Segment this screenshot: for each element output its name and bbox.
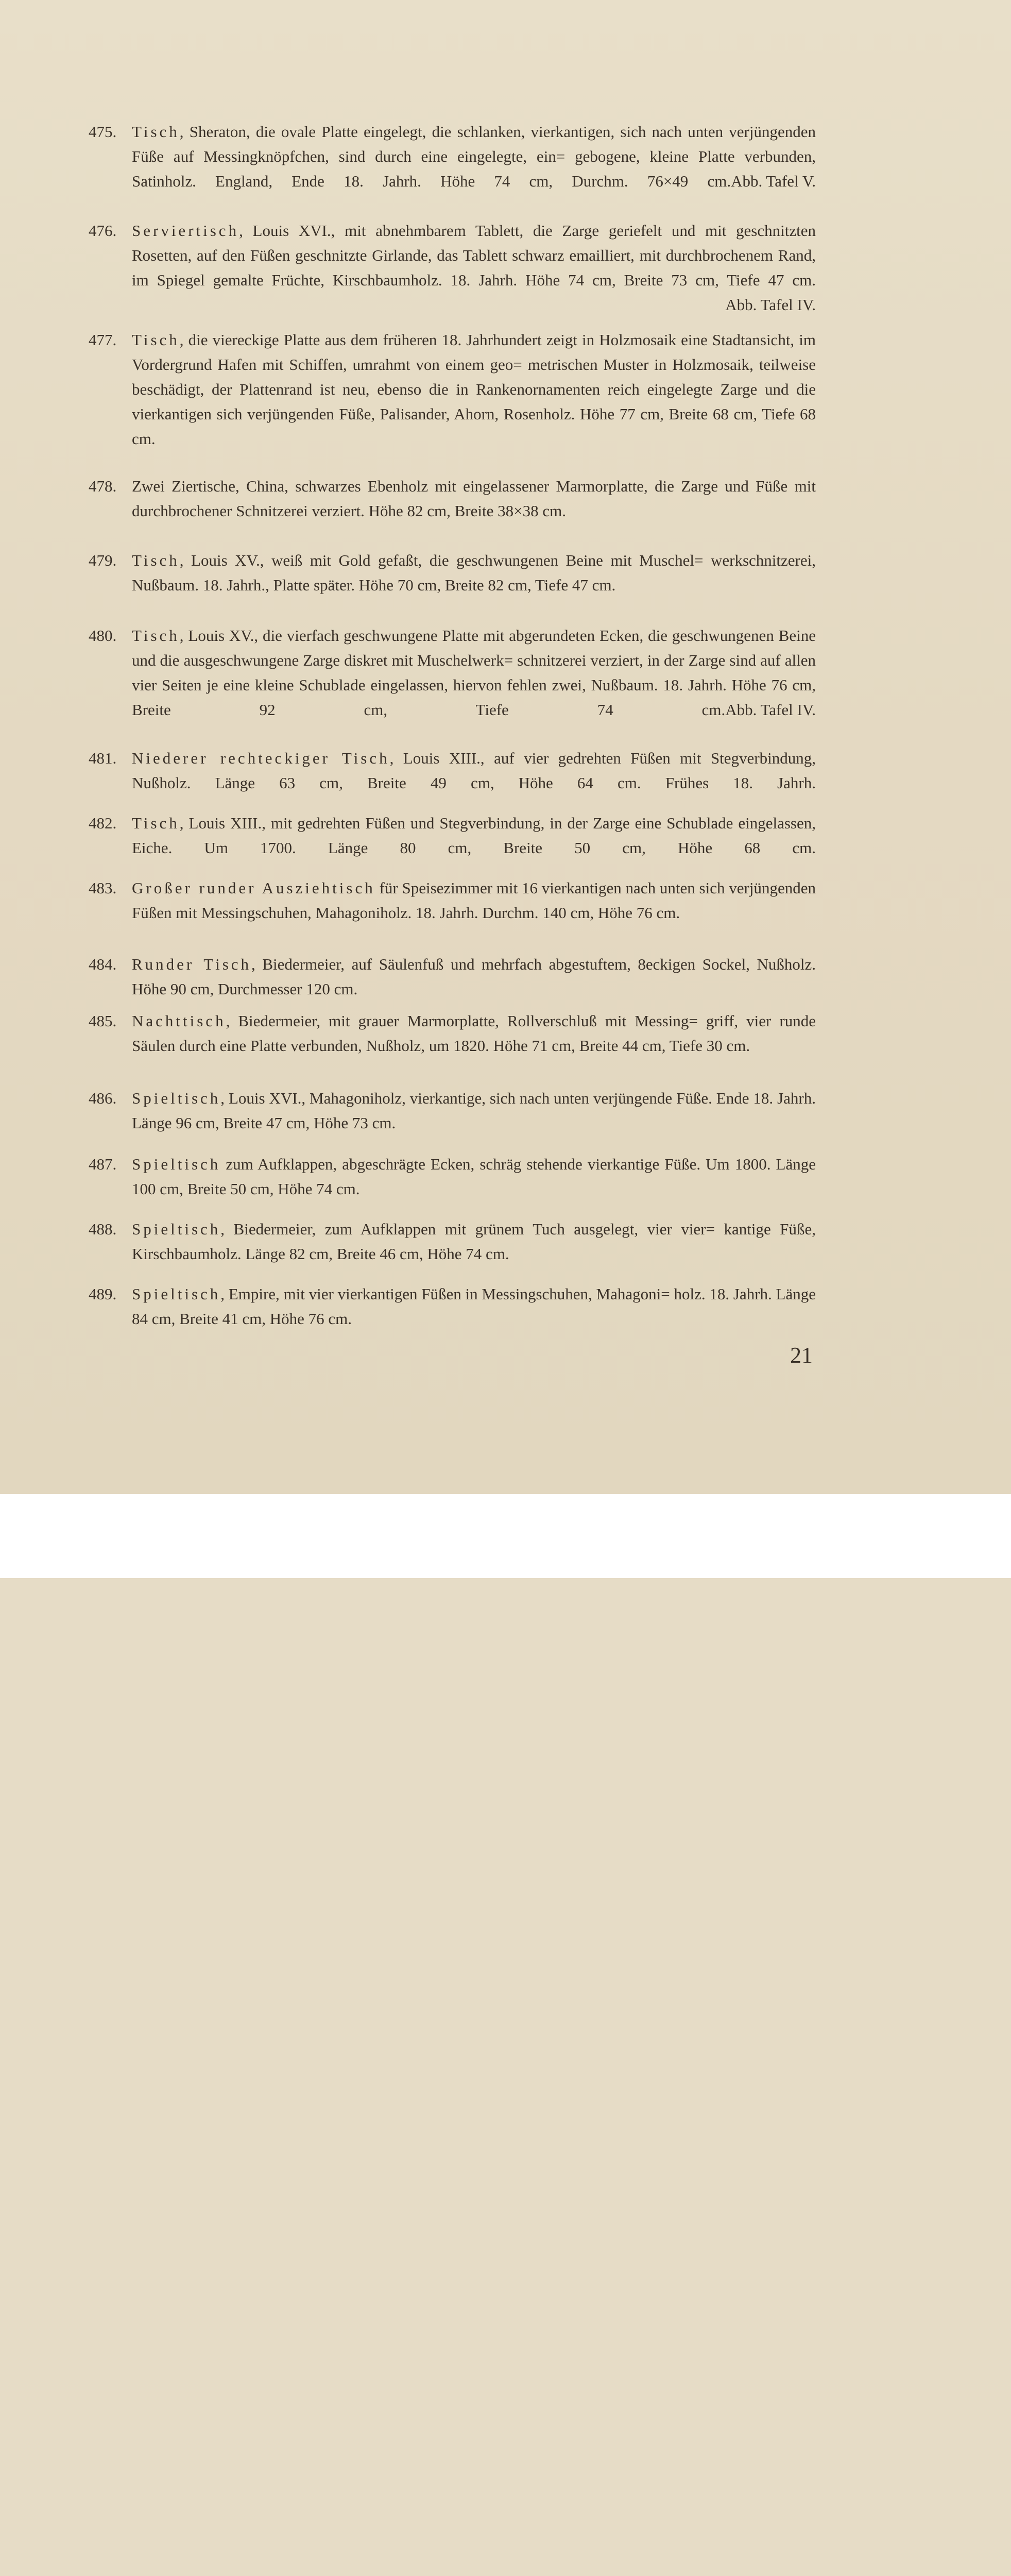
entry-number: 487. (89, 1155, 117, 1173)
catalog-entry-482 (89, 811, 816, 860)
entry-keyword: Spieltisch (132, 1285, 221, 1303)
entry-description: zum Aufklappen, abgeschrägte Ecken, schräg stehende vierkantige Füße. Um 1800. Länge 100 cm, Breite 50 cm, Höhe 74 cm. (132, 1155, 816, 1198)
entry-keyword: Runder Tisch (132, 955, 252, 973)
plate-reference: Abb. Tafel IV. (725, 701, 816, 719)
catalog-entry-487 (89, 1152, 816, 1201)
entry-number: 478. (89, 477, 117, 495)
entry-keyword: Serviertisch (132, 222, 239, 240)
catalog-entry-483 (89, 876, 816, 925)
entry-keyword: Großer runder Ausziehtisch (132, 879, 375, 897)
catalog-entry-484 (89, 952, 816, 1002)
entry-keyword: Spieltisch (132, 1155, 221, 1173)
entry-number: 481. (89, 749, 117, 767)
entry-keyword: Tisch (132, 123, 180, 141)
entry-text (132, 328, 816, 451)
entry-number: 483. (89, 879, 117, 897)
entry-keyword: Tisch (132, 626, 180, 645)
entry-description: , Louis XIII., auf vier gedrehten Füßen mit Stegverbindung, Nußholz. Länge 63 cm, Breite 49 cm, Höhe 64 cm. Frühes 18. Jahrh. (132, 749, 816, 792)
entry-number: 488. (89, 1220, 117, 1238)
entry-keyword: Tisch (132, 814, 180, 832)
entry-number: 475. (89, 123, 117, 141)
catalog-entry-476 (89, 218, 816, 317)
entry-text (132, 623, 816, 722)
catalog-entry-488 (89, 1217, 816, 1266)
entry-description: für Speisezimmer mit 16 vierkantigen nach unten sich verjüngenden Füßen mit Messingschuhen, Mahagoniholz. 18. Jahrh. Durchm. 140 cm, Höhe 76 cm. (132, 879, 816, 922)
entry-keyword: Niederer rechteckiger Tisch (132, 749, 390, 767)
entry-text (132, 548, 816, 598)
entry-description: , Biedermeier, mit grauer Marmorplatte, Rollverschluß mit Messing= griff, vier runde Säulen durch eine Platte verbunden, Nußholz, um 1820. Höhe 71 cm, Breite 44 cm, Tiefe 30 cm. (132, 1012, 816, 1055)
entry-text (132, 1282, 816, 1331)
entry-text (132, 1152, 816, 1201)
catalog-entry-480 (89, 623, 816, 722)
entry-description: Zwei Ziertische, China, schwarzes Ebenholz mit eingelassener Marmorplatte, die Zarge und Füße mit durchbrochener Schnitzerei verziert. Höhe 82 cm, Breite 38×38 cm. (132, 477, 816, 520)
entry-number: 485. (89, 1012, 117, 1030)
catalog-entry-475 (89, 120, 816, 194)
entry-description: , Biedermeier, zum Aufklappen mit grünem Tuch ausgelegt, vier vier= kantige Füße, Kirschbaumholz. Länge 82 cm, Breite 46 cm, Höhe 74 cm. (132, 1220, 816, 1263)
entry-keyword: Tisch (132, 331, 180, 349)
entry-number: 477. (89, 331, 117, 349)
entry-keyword: Spieltisch (132, 1089, 221, 1107)
plate-reference: Abb. Tafel IV. (725, 296, 816, 314)
entry-description: , Louis XV., weiß mit Gold gefaßt, die geschwungenen Beine mit Muschel= werkschnitzerei, Nußbaum. 18. Jahrh., Platte später. Höhe 70 cm, Breite 82 cm, Tiefe 47 cm. (132, 551, 816, 594)
entry-keyword: Nachttisch (132, 1012, 226, 1030)
entry-number: 486. (89, 1089, 117, 1107)
entry-text (132, 811, 816, 860)
entry-text (132, 876, 816, 925)
entry-number: 484. (89, 955, 117, 973)
entry-text (132, 120, 816, 194)
entry-text (132, 1217, 816, 1266)
entry-description: , Louis XVI., Mahagoniholz, vierkantige, sich nach unten verjüngende Füße. Ende 18. Jahrh. Länge 96 cm, Breite 47 cm, Höhe 73 cm. (132, 1089, 816, 1132)
entry-number: 479. (89, 551, 117, 569)
plate-reference: Abb. Tafel V. (731, 172, 816, 190)
entry-text (132, 1086, 816, 1136)
entry-description: , Empire, mit vier vierkantigen Füßen in Messingschuhen, Mahagoni= holz. 18. Jahrh. Länge 84 cm, Breite 41 cm, Höhe 76 cm. (132, 1285, 816, 1328)
entry-number: 482. (89, 814, 117, 832)
entry-description: , Louis XVI., mit abnehmbarem Tablett, die Zarge geriefelt und mit geschnitzten Rosetten, auf den Füßen geschnitzte Girlande, das Tablett schwarz emailliert, mit durchbrochenem Rand, im Spiegel gemalte Früchte, Kirschbaumholz. 18. Jahrh. Höhe 74 cm, Breite 73 cm, Tiefe 47 cm. (132, 222, 816, 289)
entry-description: , Louis XV., die vierfach geschwungene Platte mit abgerundeten Ecken, die geschwungenen Beine und die ausgeschwungene Zarge diskret mit Muschelwerk= schnitzerei verziert, in der Zarge sind auf allen vier Seiten je eine kleine Schublade eingelassen, hiervon fehlen zwei, Nußbaum. 18. Jahrh. Höhe 76 cm, Breite 92 cm, Tiefe 74 cm. (132, 626, 816, 719)
entry-keyword: Spieltisch (132, 1220, 221, 1238)
page-number: 21 (790, 1343, 813, 1368)
entry-description: , Louis XIII., mit gedrehten Füßen und Stegverbindung, in der Zarge eine Schublade eingelassen, Eiche. Um 1700. Länge 80 cm, Breite 50 cm, Höhe 68 cm. (132, 814, 816, 857)
entry-number: 480. (89, 626, 117, 645)
entry-text (132, 218, 816, 314)
entry-description: , Sheraton, die ovale Platte eingelegt, die schlanken, vierkantigen, sich nach unten verjüngenden Füße auf Messingknöpfchen, sind durch eine eingelegte, ein= gebogene, kleine Platte verbunden, Satinholz. England, Ende 18. Jahrh. Höhe 74 cm, Durchm. 76×49 cm. (132, 123, 816, 190)
catalog-entry-477 (89, 328, 816, 451)
catalog-entry-486 (89, 1086, 816, 1136)
catalog-entry-479 (89, 548, 816, 598)
catalog-entry-489 (89, 1282, 816, 1331)
entry-description: , Biedermeier, auf Säulenfuß und mehrfach abgestuftem, 8eckigen Sockel, Nußholz. Höhe 90 cm, Durchmesser 120 cm. (132, 955, 816, 998)
catalog-entry-481 (89, 746, 816, 795)
entry-text (132, 1009, 816, 1058)
entry-keyword: Tisch (132, 551, 180, 569)
entry-text (132, 746, 816, 795)
catalog-entry-478 (89, 474, 816, 523)
entry-description: , die viereckige Platte aus dem früheren 18. Jahrhundert zeigt in Holzmosaik eine Stadtansicht, im Vordergrund Hafen mit Schiffen, umrahmt von einem geo= metrischen Muster in Holzmosaik, teilweise beschädigt, der Plattenrand ist neu, ebenso die in Rankenornamenten reich eingelegte Zarge und die vierkantigen sich verjüngenden Füße, Palisander, Ahorn, Rosenholz. Höhe 77 cm, Breite 68 cm, Tiefe 68 cm. (132, 331, 816, 448)
entry-number: 476. (89, 222, 117, 240)
catalog-entry-485 (89, 1009, 816, 1058)
footer-bar (0, 1494, 1011, 1578)
entry-text (132, 474, 816, 523)
entry-number: 489. (89, 1285, 117, 1303)
entry-text (132, 952, 816, 1002)
